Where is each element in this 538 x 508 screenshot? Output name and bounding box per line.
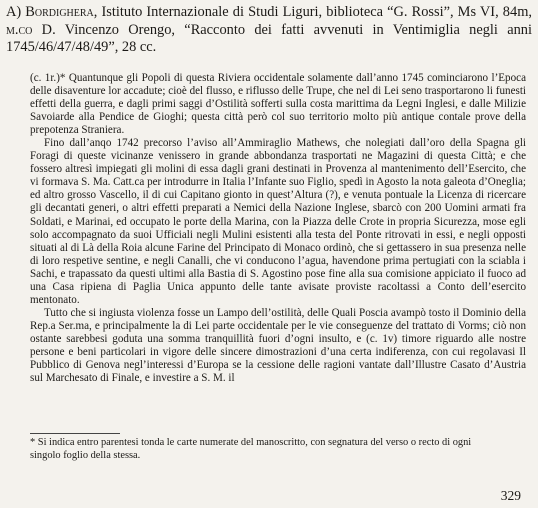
citation-text-1: , Istituto Internazionale di Studi Liguri, biblioteca “G. Rossi”, Ms VI, 84m, [93, 4, 532, 20]
citation-title-abbr: m.co [6, 21, 33, 38]
paragraph-1: (c. 1r.)* Quantunque gli Popoli di questa Riviera occidentale solamente dall’anno 1745 cominciarono l’Epoca delle disaventure lor accadute; cioè del flusso, e riflusso delle Trupe, che nel di Lei seno trasportarono li funesti effetti della guerra, e dagli primi saggi d’Ostilità sofferti sulla costa marittima da Legni Inglesi, e dalle Milizie Savoiarde alla Pendice de Gioghi; questa città però col suo territorio molto più antique contale prove della prepotenza Straniera. [30, 72, 526, 137]
footnote: * Si indica entro parentesi tonda le carte numerate del manoscritto, con segnatura del verso o recto di ogni singolo foglio della stessa. [30, 437, 472, 461]
paragraph-2: Fino dall’anqo 1742 precorso l’aviso all’Ammiraglio Mathews, che nolegiati dall’oro della Spagna gli Foragi di queste vicinanze venissero in grande abbondanza trasportati ne Magazini di questa Città; e che fossero altresì impiegati gli molini di essa dagli grani destinati in Provenza al mantenimento dell’Esercito, che vi formava S. Ma. Catt.ca per introdurre in Italia l’Infante suo Figlio, spedì in Agosto la nota galeota d’Oneglia; ed altro grosso Vascello, il di cui Capitano gionto in quest’Altura (?), e venuta pontuale la Licenza di ricercare gli decantati generi, o altri effetti preparati a Nemici della Nazione Inglese, sbarcò con 200 Uomini armati fra Soldati, e Marinai, ed occupato le porte della Marina, con la Piazza delle Crote in propria Sicurezza, mose egli solo accompagnato da suoi Ufficiali negli Mulini esistenti alla testa del Ponte ritrovati in essi, e negli opposti situati al di Là della Roia alcune Farine del Principato di Monaco ordinò, che si gettassero in sua presenza nelle di loro respetive sentine, e negli Canalli, che vi conducono l’agua, havendone prima pertugiati con la sciabla i Sachi, e trapassato da questi ultimi alla Bastia di S. Agostino pose fine alla sua comisione appiciato il fuoco ad una Casa ripiena di Paglia Unica appunto delle tante avisate proviste racoltassi a Conto dell’esercito mentonato. [30, 137, 527, 306]
footnote-divider [30, 433, 120, 434]
transcription-body [30, 72, 526, 385]
citation-author: Bordighera [25, 4, 94, 20]
citation-text-2: D. Vincenzo Orengo, “Racconto dei fatti avvenuti in Ventimiglia negli anni 1745/46/47/48/49”, 28 cc. [6, 21, 532, 55]
citation-marker: A) [6, 4, 22, 20]
source-citation [6, 4, 532, 57]
page-number: 329 [500, 488, 521, 503]
paragraph-3: Tutto che si ingiusta violenza fosse un Lampo dell’ostilità, delle Quali Poscia avampò tosto il Dominio della Rep.a Ser.ma, e principalmente la di Lei parte occidentale per le vie conseguenze del trattato di Vorms; ciò non ostante sarebbesi goduta una somma tranquillità fuori d’ogni insulto, e (c. 1v) timore riguardo alle nostre persone e beni particolari in vigore delle sincere dimostrazioni d’una certa indiferenza, con cui regolavasi Il Pubblico di Genova negl’interessi d’Europa se la cessione delle ragioni vantate dall’Illustre Casato d’Austria sul Marchesato di Finale, e investire a S. M. il [30, 306, 526, 385]
